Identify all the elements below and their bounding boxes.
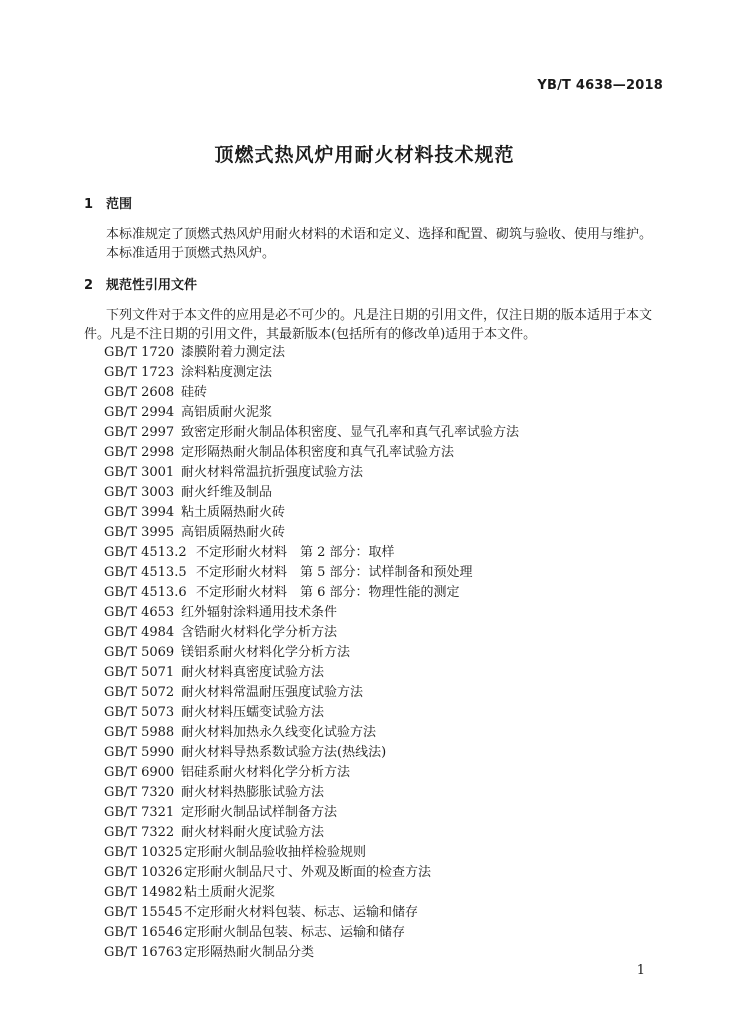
reference-title: 定形耐火制品尺寸、外观及断面的检查方法 [184, 865, 432, 880]
reference-title: 粘土质耐火泥浆 [184, 885, 276, 900]
reference-title: 定形耐火制品包装、标志、运输和储存 [184, 925, 406, 940]
reference-title: 不定形耐火材料 第 6 部分：物理性能的测定 [196, 585, 460, 600]
reference-title: 不定形耐火材料 第 5 部分：试样制备和预处理 [196, 565, 473, 580]
reference-item [104, 723, 519, 743]
reference-item [104, 643, 519, 663]
reference-title: 耐火材料加热永久线变化试验方法 [181, 725, 377, 740]
reference-code: GB/T 3995 [104, 525, 175, 540]
reference-code: GB/T 1723 [104, 365, 175, 380]
reference-code: GB/T 5069 [104, 645, 175, 660]
reference-title: 漆膜附着力测定法 [181, 345, 286, 360]
reference-item [104, 843, 519, 863]
section-title: 范围 [106, 197, 133, 212]
reference-code: GB/T 3001 [104, 465, 175, 480]
reference-code: GB/T 5988 [104, 725, 175, 740]
section-1-paragraph-2: 本标准适用于顶燃式热风炉。 [106, 246, 276, 261]
reference-title: 耐火纤维及制品 [181, 485, 273, 500]
reference-code: GB/T 1720 [104, 345, 175, 360]
reference-title: 定形耐火制品试样制备方法 [181, 805, 338, 820]
section-1-paragraph-1: 本标准规定了顶燃式热风炉用耐火材料的术语和定义、选择和配置、砌筑与验收、使用与维护。 [106, 227, 653, 242]
reference-title: 粘土质隔热耐火砖 [181, 505, 286, 520]
reference-title: 致密定形耐火制品体积密度、显气孔率和真气孔率试验方法 [181, 425, 520, 440]
reference-title: 耐火材料常温抗折强度试验方法 [181, 465, 364, 480]
reference-item [104, 863, 519, 883]
reference-code: GB/T 10326 [104, 865, 183, 880]
reference-code: GB/T 4513.2 [104, 545, 187, 560]
reference-title: 含锆耐火材料化学分析方法 [181, 625, 338, 640]
reference-item [104, 443, 519, 463]
document-title: 顶燃式热风炉用耐火材料技术规范 [214, 144, 515, 166]
reference-item [104, 943, 519, 963]
reference-title: 铝硅系耐火材料化学分析方法 [181, 765, 351, 780]
standard-code: YB/T 4638—2018 [537, 78, 663, 93]
reference-code: GB/T 16763 [104, 945, 183, 960]
reference-code: GB/T 5073 [104, 705, 175, 720]
reference-item [104, 703, 519, 723]
reference-code: GB/T 2994 [104, 405, 175, 420]
reference-title: 不定形耐火材料包装、标志、运输和储存 [184, 905, 419, 920]
reference-code: GB/T 7320 [104, 785, 175, 800]
section-2-paragraph-1: 下列文件对于本文件的应用是必不可少的。凡是注日期的引用文件，仅注日期的版本适用于本文件。凡是不注日期的引用文件，其最新版本(包括所有的修改单)适用于本文件。 [84, 308, 653, 342]
reference-title: 硅砖 [181, 385, 208, 400]
reference-title: 镁铝系耐火材料化学分析方法 [181, 645, 351, 660]
reference-item [104, 903, 519, 923]
reference-code: GB/T 4653 [104, 605, 175, 620]
section-number: 2 [84, 278, 94, 293]
reference-item [104, 923, 519, 943]
reference-item [104, 663, 519, 683]
reference-code: GB/T 4984 [104, 625, 175, 640]
reference-item [104, 503, 519, 523]
reference-title: 耐火材料耐火度试验方法 [181, 825, 325, 840]
reference-item [104, 463, 519, 483]
reference-code: GB/T 4513.5 [104, 565, 187, 580]
reference-code: GB/T 7321 [104, 805, 175, 820]
reference-code: GB/T 6900 [104, 765, 175, 780]
reference-title: 耐火材料导热系数试验方法(热线法) [181, 745, 387, 760]
reference-item [104, 403, 519, 423]
reference-code: GB/T 3994 [104, 505, 175, 520]
reference-item [104, 543, 519, 563]
section-2-heading [84, 274, 197, 293]
reference-item [104, 423, 519, 443]
reference-item [104, 583, 519, 603]
reference-item [104, 683, 519, 703]
reference-code: GB/T 5071 [104, 665, 175, 680]
reference-title: 红外辐射涂料通用技术条件 [181, 605, 338, 620]
reference-item [104, 563, 519, 583]
reference-item [104, 743, 519, 763]
section-1-heading [84, 193, 132, 212]
reference-code: GB/T 15545 [104, 905, 183, 920]
reference-item [104, 523, 519, 543]
reference-title: 不定形耐火材料 第 2 部分：取样 [196, 545, 395, 560]
reference-title: 定形隔热耐火制品体积密度和真气孔率试验方法 [181, 445, 455, 460]
reference-item [104, 883, 519, 903]
reference-title: 耐火材料压蠕变试验方法 [181, 705, 325, 720]
reference-title: 耐火材料真密度试验方法 [181, 665, 325, 680]
reference-item [104, 803, 519, 823]
reference-title: 定形隔热耐火制品分类 [184, 945, 315, 960]
reference-title: 定形耐火制品验收抽样检验规则 [184, 845, 367, 860]
reference-item [104, 363, 519, 383]
reference-code: GB/T 5990 [104, 745, 175, 760]
reference-list [104, 343, 519, 963]
reference-item [104, 763, 519, 783]
reference-code: GB/T 2998 [104, 445, 175, 460]
reference-title: 耐火材料常温耐压强度试验方法 [181, 685, 364, 700]
reference-code: GB/T 10325 [104, 845, 183, 860]
reference-item [104, 603, 519, 623]
reference-item [104, 383, 519, 403]
reference-code: GB/T 14982 [104, 885, 183, 900]
section-title: 规范性引用文件 [106, 278, 198, 293]
reference-item [104, 343, 519, 363]
reference-code: GB/T 5072 [104, 685, 175, 700]
reference-item [104, 823, 519, 843]
reference-title: 高铝质隔热耐火砖 [181, 525, 286, 540]
reference-code: GB/T 3003 [104, 485, 175, 500]
reference-title: 耐火材料热膨胀试验方法 [181, 785, 325, 800]
section-number: 1 [84, 197, 94, 212]
reference-title: 高铝质耐火泥浆 [181, 405, 273, 420]
reference-title: 涂料粘度测定法 [181, 365, 273, 380]
reference-code: GB/T 7322 [104, 825, 175, 840]
reference-code: GB/T 2608 [104, 385, 175, 400]
reference-item [104, 483, 519, 503]
reference-item [104, 623, 519, 643]
page-number: 1 [636, 963, 645, 978]
reference-item [104, 783, 519, 803]
reference-code: GB/T 2997 [104, 425, 175, 440]
reference-code: GB/T 16546 [104, 925, 183, 940]
reference-code: GB/T 4513.6 [104, 585, 187, 600]
